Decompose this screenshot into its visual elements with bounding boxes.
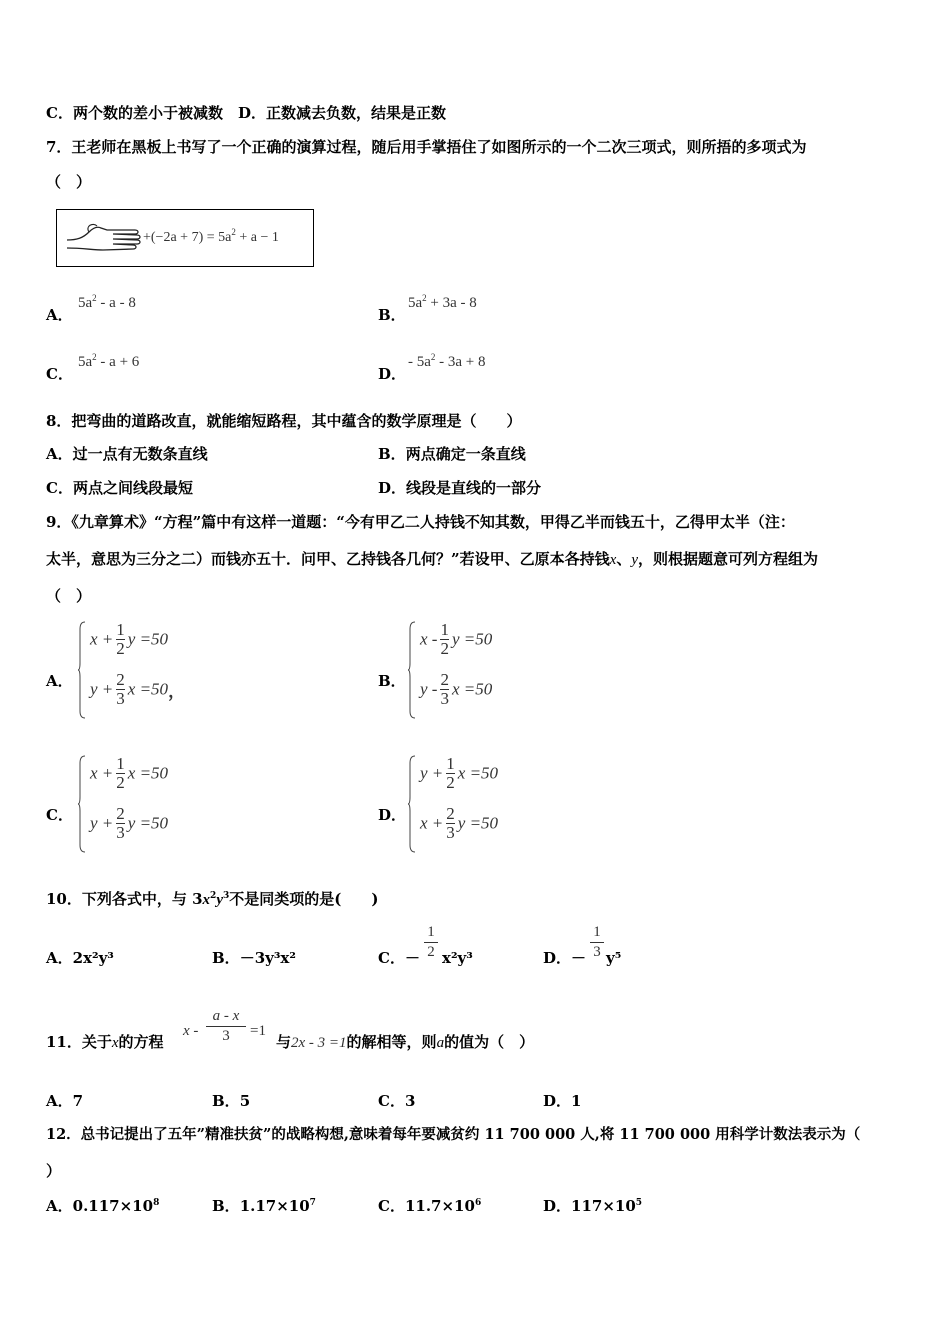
- q10-option-d-fraction: 1 3: [590, 924, 604, 961]
- q9-option-c-system: [78, 755, 208, 853]
- hand-icon: [63, 218, 143, 258]
- brace-icon: [408, 755, 416, 853]
- q7-option-a-label: A．: [46, 306, 73, 324]
- q9-option-c-row2: y + $\frac{2}{3}$ y =50: [90, 804, 169, 842]
- q9-option-c-row1: x + $\frac{1}{2}$ x =50: [90, 754, 169, 792]
- q11-stem-start: 11．关于x的方程: [46, 1033, 164, 1051]
- q11-option-d: D．1: [543, 1092, 582, 1110]
- q7-option-c-expr: $5a^2 - a + 6$: [78, 352, 140, 370]
- q10-option-d: D．－: [543, 949, 587, 967]
- q10-option-c-fraction: 1 2: [424, 924, 438, 961]
- q12-option-b: B．$1.17\times 10^7$: [212, 1197, 316, 1215]
- brace-icon: [78, 621, 86, 719]
- q12-option-c: C．$11.7\times 10^6$: [378, 1197, 482, 1215]
- q9-option-a-label: A．: [46, 672, 73, 690]
- q7-figure: [56, 209, 314, 267]
- q7-stem: 7．王老师在黑板上书写了一个正确的演算过程，随后用手掌捂住了如图所示的一个二次三项式，则所捂的多项式为: [46, 138, 807, 156]
- q9-stem-line2: 太半，意思为三分之二）而钱亦五十．问甲、乙持钱各几何？”若设甲、乙原本各持钱x、y，则根据题意可列方程组为: [46, 550, 819, 568]
- q9-option-d-system: [408, 755, 538, 853]
- brace-icon: [78, 755, 86, 853]
- q8-stem: 8．把弯曲的道路改直，就能缩短路程，其中蕴含的数学原理是（ ）: [46, 412, 522, 430]
- q11-equation-right: =1: [250, 1023, 266, 1039]
- brace-icon: [408, 621, 416, 719]
- q10-option-a: A．2x²y³: [46, 949, 114, 967]
- q9-option-b-row2: y - $\frac{2}{3}$ x =50: [420, 670, 493, 708]
- q7-option-b-label: B．: [378, 306, 406, 324]
- q7-stem-paren: （ ）: [46, 173, 92, 191]
- q9-option-a-system: [78, 621, 208, 719]
- q9-option-a-row1: x + $\frac{1}{2}$ y =50: [90, 620, 169, 658]
- q8-option-b: B．两点确定一条直线: [378, 445, 526, 463]
- q10-option-b: B．－3y³x²: [212, 949, 296, 967]
- q11-option-c: C．3: [378, 1092, 416, 1110]
- q9-stem-line1: 9．《九章算术》“方程”篇中有这样一道题：“今有甲乙二人持钱不知其数，甲得乙半而钱五十，乙得甲太半（注：: [46, 513, 795, 531]
- q10-stem: 10．下列各式中，与 $3x^2y^3$不是同类项的是( ): [46, 890, 379, 908]
- q9-option-c-label: C．: [46, 806, 73, 824]
- q12-option-a: A．$0.117\times 10^8$: [46, 1197, 160, 1215]
- q6-options-c-d: C．两个数的差小于被减数 D．正数减去负数，结果是正数: [46, 104, 446, 122]
- q9-option-d-row2: x + $\frac{2}{3}$ y =50: [420, 804, 499, 842]
- q9-option-d-row1: y + $\frac{1}{2}$ x =50: [420, 754, 499, 792]
- q12-option-d: D．$117\times 10^5$: [543, 1197, 643, 1215]
- q11-stem-end: 与2x - 3 =1的解相等，则a的值为（ ）: [276, 1033, 535, 1051]
- q9-option-a-row2: y + $\frac{2}{3}$ x =50，: [90, 670, 186, 708]
- q9-option-d-label: D．: [378, 806, 407, 824]
- q9-option-b-label: B．: [378, 672, 406, 690]
- q7-option-a-expr: $5a^2$ - a - 8: [78, 293, 136, 311]
- q7-option-b-expr: $5a^2 + 3a - 8$: [408, 293, 477, 311]
- q12-stem-paren: ）: [46, 1162, 62, 1180]
- q8-option-c: C．两点之间线段最短: [46, 479, 193, 497]
- q7-option-c-label: C．: [46, 365, 73, 383]
- q8-option-d: D．线段是直线的一部分: [378, 479, 542, 497]
- q10-option-c-term: x²y³: [442, 949, 473, 967]
- q10-option-c: C．－: [378, 949, 420, 967]
- q11-option-b: B．5: [212, 1092, 251, 1110]
- q9-option-b-system: [408, 621, 538, 719]
- q7-option-d-expr: - $5a^2 - 3a + 8$: [408, 352, 486, 370]
- q10-option-d-term: y⁵: [606, 949, 622, 967]
- q11-equation-fraction: a - x 3: [206, 1008, 246, 1045]
- q11-option-a: A．7: [46, 1092, 84, 1110]
- q8-option-a: A．过一点有无数条直线: [46, 445, 208, 463]
- q9-stem-paren: （ ）: [46, 587, 92, 605]
- q7-figure-equation: $+(-2a + 7) = 5a^2 + a - 1$: [143, 227, 279, 245]
- q11-equation-left: x -: [183, 1023, 199, 1039]
- q7-option-d-label: D．: [378, 365, 407, 383]
- q9-option-b-row1: x - $\frac{1}{2}$ y =50: [420, 620, 493, 658]
- q12-stem: 12．总书记提出了五年”精准扶贫”的战略构想,意味着每年要减贫约 11 700 000 人,将 11 700 000 用科学计数法表示为（: [46, 1126, 861, 1143]
